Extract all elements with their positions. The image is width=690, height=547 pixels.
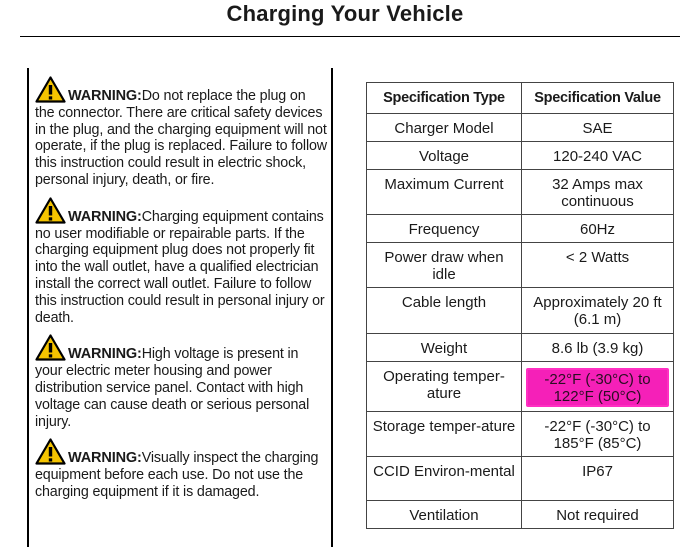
spec-value-cell: IP67 <box>522 457 674 501</box>
warning-triangle-icon <box>35 76 66 103</box>
spec-value-cell: 60Hz <box>522 215 674 243</box>
spec-type-cell: Frequency <box>367 215 522 243</box>
table-row <box>367 215 674 243</box>
table-header-row <box>367 83 674 114</box>
spec-value-cell: SAE <box>522 114 674 142</box>
column-header-type: Specification Type <box>367 83 522 114</box>
right-column-rule <box>331 68 333 547</box>
spec-type-cell: Cable length <box>367 288 522 334</box>
table-row <box>367 501 674 529</box>
table-row <box>367 334 674 362</box>
spec-type-cell: Ventilation <box>367 501 522 529</box>
warning-triangle-icon <box>35 438 66 465</box>
spec-value-cell: 8.6 lb (3.9 kg) <box>522 334 674 362</box>
spec-type-cell: Maximum Current <box>367 170 522 215</box>
title-divider <box>20 36 680 37</box>
specification-table <box>366 82 674 529</box>
warning-block <box>35 334 328 430</box>
spec-type-cell: Charger Model <box>367 114 522 142</box>
spec-type-cell: Weight <box>367 334 522 362</box>
warning-triangle-icon <box>35 197 66 224</box>
spec-value-cell <box>522 362 674 412</box>
highlighted-value: -22°F (-30°C) to 122°F (50°C) <box>526 368 669 407</box>
warning-block <box>35 438 328 500</box>
warning-label: WARNING: <box>68 450 142 467</box>
warning-label: WARNING: <box>68 88 142 104</box>
table-row <box>367 362 674 412</box>
warning-text: Charging equipment contains no user modifiable or repairable parts. If the charging equipment plug does not properly fit into the wall outlet, have a qualified electrician install the correct wall outlet. Failure to follow this instruction could result in personal injury or death. <box>35 208 325 326</box>
table-row <box>367 114 674 142</box>
page-title: Charging Your Vehicle <box>226 1 464 26</box>
table-row <box>367 243 674 288</box>
warning-triangle-icon <box>35 334 66 361</box>
warning-block <box>35 76 328 189</box>
warning-block <box>35 197 328 327</box>
table-row <box>367 288 674 334</box>
warning-label: WARNING: <box>68 208 142 225</box>
spec-type-cell: CCID Environ-mental <box>367 457 522 501</box>
table-row <box>367 170 674 215</box>
spec-type-cell: Voltage <box>367 142 522 170</box>
warnings-column <box>35 76 328 509</box>
spec-value-cell: 32 Amps max continuous <box>522 170 674 215</box>
table-row <box>367 457 674 501</box>
left-column-rule <box>27 68 29 547</box>
spec-type-cell: Storage temper-ature <box>367 412 522 457</box>
spec-value-cell: < 2 Watts <box>522 243 674 288</box>
spec-value-cell: Approximately 20 ft (6.1 m) <box>522 288 674 334</box>
warning-label: WARNING: <box>68 346 142 363</box>
warning-text: Do not replace the plug on the connector. There are critical safety devices in the plug, and the charging equipment will not operate, if the plug is replaced. Failure to follow this instruction could result in electric shock, personal injury, death, or fire. <box>35 88 327 188</box>
spec-type-cell: Power draw when idle <box>367 243 522 288</box>
spec-value-cell: -22°F (-30°C) to 185°F (85°C) <box>522 412 674 457</box>
spec-type-cell: Operating temper-ature <box>367 362 522 412</box>
spec-value-cell: Not required <box>522 501 674 529</box>
table-row <box>367 142 674 170</box>
column-header-value: Specification Value <box>522 83 674 114</box>
warning-text: High voltage is present in your electric meter housing and power distribution service panel. Contact with high voltage can cause death or serious personal injury. <box>35 346 310 430</box>
spec-value-cell: 120-240 VAC <box>522 142 674 170</box>
table-row <box>367 412 674 457</box>
warning-text: Visually inspect the charging equipment before each use. Do not use the charging equipment if it is damaged. <box>35 450 319 500</box>
